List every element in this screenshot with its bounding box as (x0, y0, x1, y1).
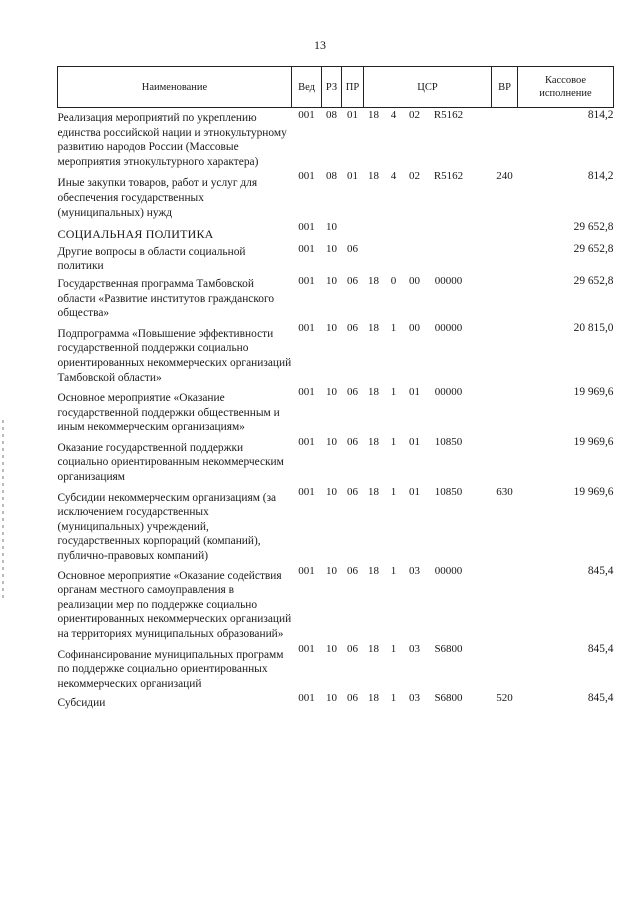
row-csr (364, 564, 492, 642)
row-rz: 10 (326, 242, 337, 255)
csr-part: 18 (368, 109, 379, 121)
table-row (58, 564, 614, 642)
row-csr (364, 435, 492, 485)
row-csr (364, 385, 492, 435)
csr-part: 1 (390, 485, 397, 498)
row-rz: 08 (326, 109, 337, 121)
row-rz: 10 (326, 692, 337, 705)
row-vr (492, 321, 518, 385)
row-ved: 001 (298, 692, 315, 705)
csr-part: 03 (409, 642, 420, 655)
csr-part: 00000 (434, 386, 463, 399)
row-name: Реализация мероприятий по укреплению единства российской нации и этнокультурному развитию народов России (Массовые мероприятия этнокультурного характера) (57, 112, 287, 168)
row-rz: 10 (326, 321, 337, 334)
row-pr (342, 220, 364, 242)
table-row (58, 691, 614, 711)
row-vr: 630 (496, 485, 513, 498)
csr-part: 18 (368, 321, 379, 334)
table-row (58, 321, 614, 385)
row-pr: 06 (347, 386, 358, 399)
csr-part: 1 (390, 435, 397, 448)
row-pr: 01 (347, 170, 358, 183)
csr-part: 02 (409, 170, 420, 183)
row-ved: 001 (298, 642, 315, 655)
row-pr: 06 (347, 564, 358, 577)
header-ved: Вед (292, 67, 322, 108)
csr-part: 18 (368, 170, 379, 183)
row-name: Иные закупки товаров, работ и услуг для обеспечения государственных (муниципальных) нужд (57, 177, 258, 219)
csr-part: 03 (409, 692, 420, 705)
csr-part: 1 (390, 564, 397, 577)
csr-part: 00000 (434, 321, 463, 334)
row-rz: 10 (326, 386, 337, 399)
row-vr (492, 108, 518, 170)
row-vr (492, 642, 518, 692)
table-row (58, 108, 614, 170)
header-amount: Кассовое исполнение (518, 67, 614, 108)
row-name: Оказание государственной поддержки социально ориентированным некоммерческим организациям (57, 441, 284, 484)
row-pr: 06 (347, 435, 358, 448)
row-csr (364, 242, 492, 274)
row-amount: 19 969,6 (573, 485, 614, 498)
row-name: Государственная программа Тамбовской области «Развитие институтов гражданского общества» (57, 277, 275, 320)
budget-table (57, 66, 614, 711)
csr-part: S6800 (434, 642, 463, 655)
csr-part: 00000 (434, 564, 463, 577)
row-ved: 001 (298, 242, 315, 255)
row-amount: 845,4 (587, 642, 614, 655)
header-name: Наименование (58, 67, 292, 108)
csr-part: 4 (390, 170, 397, 183)
row-pr: 06 (347, 321, 358, 334)
csr-part: 0 (390, 274, 397, 287)
csr-part: 4 (390, 109, 397, 121)
header-vr: ВР (492, 67, 518, 108)
row-ved: 001 (298, 170, 315, 183)
csr-part: 18 (368, 274, 379, 287)
row-csr (364, 691, 492, 711)
row-amount: 845,4 (587, 692, 614, 705)
row-name: Основное мероприятие «Оказание содействия органам местного самоуправления в реализации мер по поддержке социально ориентированных некоммерческих организаций на территориях муниципальных образований» (57, 569, 292, 640)
row-name: Субсидии некоммерческим организациям (за исключением государственных (муниципальных) учреждений, государственных корпораций (компаний), публично-правовых компаний) (57, 491, 277, 563)
row-vr: 520 (496, 692, 513, 705)
csr-part: 18 (368, 485, 379, 498)
row-amount: 845,4 (587, 564, 614, 577)
row-amount: 19 969,6 (573, 386, 614, 399)
row-vr (492, 385, 518, 435)
csr-part: 1 (390, 642, 397, 655)
row-vr (492, 220, 518, 242)
row-rz: 10 (326, 485, 337, 498)
csr-part: 10850 (434, 435, 463, 448)
row-csr (364, 274, 492, 321)
row-amount: 29 652,8 (573, 221, 614, 234)
csr-part: 1 (390, 386, 397, 399)
row-vr (492, 564, 518, 642)
row-vr (492, 274, 518, 321)
row-ved: 001 (298, 485, 315, 498)
table-header-row (58, 67, 614, 108)
row-csr (364, 321, 492, 385)
row-csr (364, 108, 492, 170)
csr-part: 01 (409, 435, 420, 448)
header-pr: ПР (342, 67, 364, 108)
row-rz: 10 (326, 274, 337, 287)
csr-part: 00000 (434, 274, 463, 287)
row-name: Субсидии (57, 697, 106, 710)
row-pr: 06 (347, 485, 358, 498)
row-pr: 06 (347, 692, 358, 705)
margin-scan-mark (2, 420, 4, 600)
csr-part: 00 (409, 321, 420, 334)
row-amount: 20 815,0 (573, 321, 614, 334)
row-ved: 001 (298, 109, 315, 121)
row-rz: 10 (326, 221, 337, 234)
csr-part: 18 (368, 642, 379, 655)
row-rz: 10 (326, 642, 337, 655)
row-vr: 240 (496, 170, 513, 183)
csr-part: 01 (409, 386, 420, 399)
row-ved: 001 (298, 435, 315, 448)
header-rz: РЗ (322, 67, 342, 108)
row-ved: 001 (298, 221, 315, 234)
row-csr (364, 169, 492, 220)
csr-part: R5162 (433, 170, 464, 183)
row-rz: 10 (326, 435, 337, 448)
row-name: Другие вопросы в области социальной политики (57, 245, 246, 273)
csr-part: S6800 (434, 692, 463, 705)
row-amount: 29 652,8 (573, 274, 614, 287)
row-ved: 001 (298, 274, 315, 287)
row-name: Основное мероприятие «Оказание государственной поддержки общественным и иным некоммерческим организациям» (57, 392, 280, 434)
table-row (58, 220, 614, 242)
table-row (58, 435, 614, 485)
csr-part: 1 (390, 321, 397, 334)
row-ved: 001 (298, 564, 315, 577)
row-name: СОЦИАЛЬНАЯ ПОЛИТИКА (57, 227, 214, 242)
csr-part: 18 (368, 386, 379, 399)
row-rz: 10 (326, 564, 337, 577)
table-row (58, 169, 614, 220)
page-number: 13 (314, 38, 326, 52)
csr-part: 18 (368, 564, 379, 577)
row-amount: 29 652,8 (573, 242, 614, 255)
row-pr: 06 (347, 642, 358, 655)
table-row (58, 274, 614, 321)
row-vr (492, 435, 518, 485)
csr-part: 18 (368, 692, 379, 705)
row-csr (364, 642, 492, 692)
csr-part: 18 (368, 435, 379, 448)
table-row (58, 485, 614, 564)
row-ved: 001 (298, 321, 315, 334)
table-row (58, 642, 614, 692)
row-name: Софинансирование муниципальных программ по поддержке социально ориентированных некоммерческих организаций (57, 648, 284, 690)
header-csr: ЦСР (364, 67, 492, 108)
row-csr (364, 220, 492, 242)
row-amount: 814,2 (587, 109, 614, 121)
table-row (58, 385, 614, 435)
csr-part: R5162 (433, 109, 464, 121)
row-name: Подпрограмма «Повышение эффективности государственной поддержки социально ориентированных некоммерческих организаций Тамбовской области» (57, 327, 292, 384)
row-csr (364, 485, 492, 564)
csr-part: 01 (409, 485, 420, 498)
row-amount: 19 969,6 (573, 435, 614, 448)
csr-part: 00 (409, 274, 420, 287)
table-row (58, 242, 614, 274)
row-ved: 001 (298, 386, 315, 399)
row-pr: 06 (347, 242, 358, 255)
csr-part: 02 (409, 109, 420, 121)
row-pr: 01 (347, 109, 358, 121)
row-vr (492, 242, 518, 274)
row-pr: 06 (347, 274, 358, 287)
csr-part: 1 (390, 692, 397, 705)
csr-part: 03 (409, 564, 420, 577)
row-amount: 814,2 (587, 170, 614, 183)
row-rz: 08 (326, 170, 337, 183)
csr-part: 10850 (434, 485, 463, 498)
